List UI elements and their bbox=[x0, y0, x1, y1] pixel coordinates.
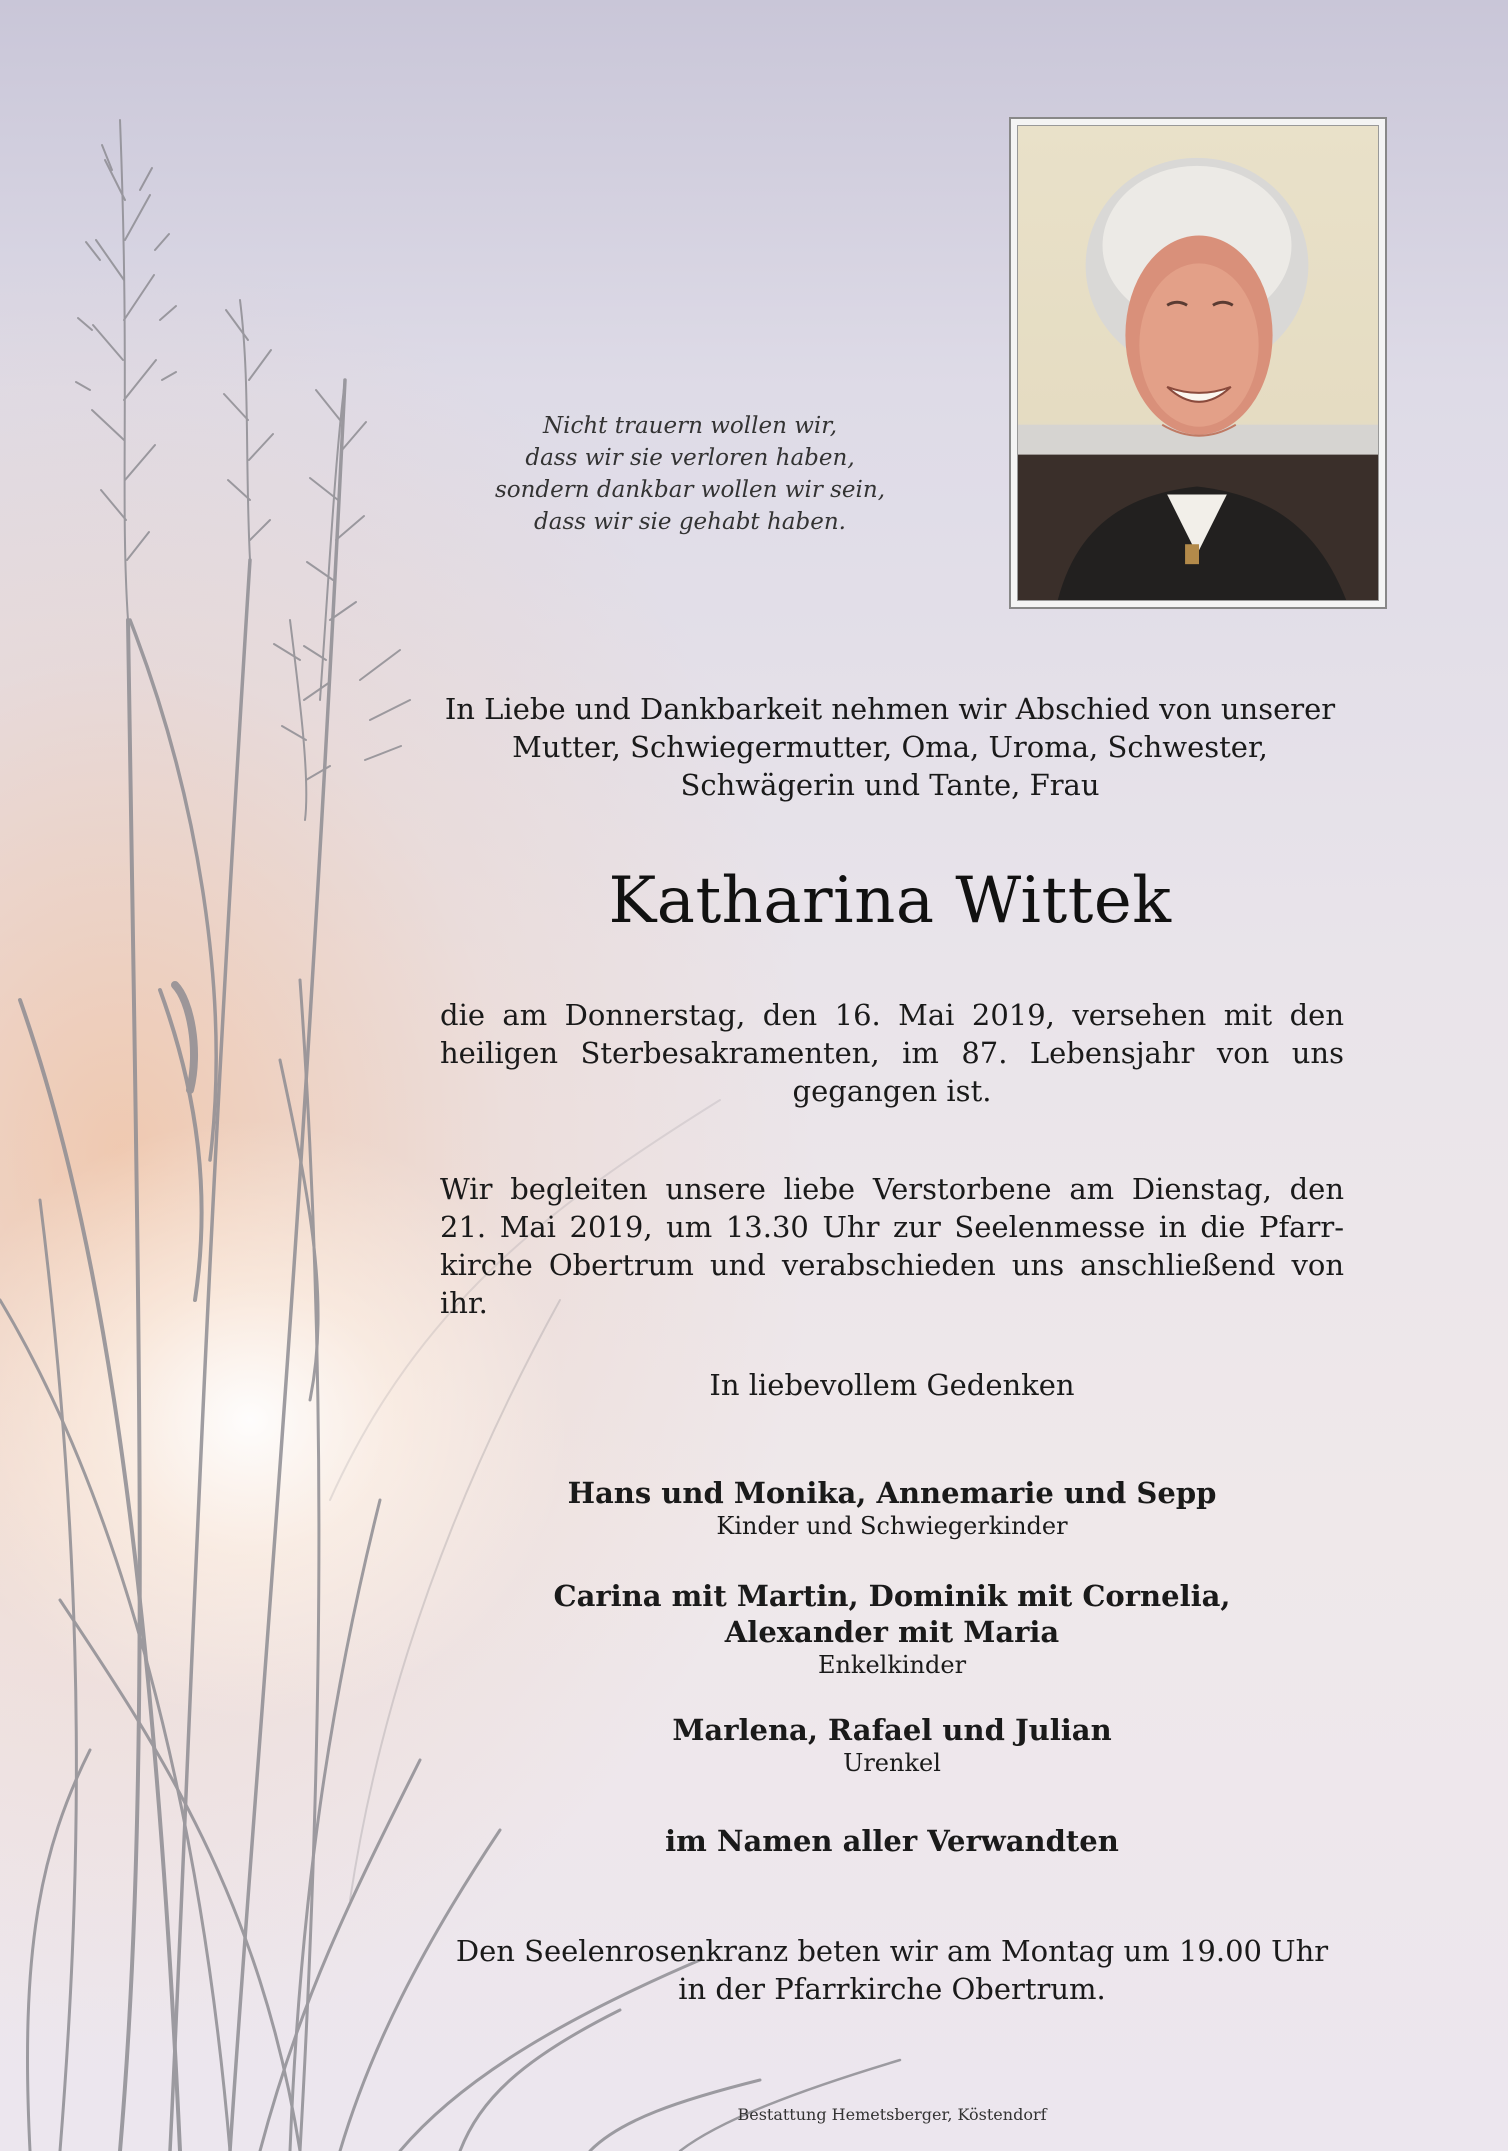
rosary-notice bbox=[440, 1932, 1344, 2008]
family-names: Alexander mit Maria bbox=[724, 1615, 1060, 1649]
intro-line: Schwägerin und Tante, Frau bbox=[680, 768, 1100, 802]
portrait-photo bbox=[1017, 125, 1379, 601]
relatives-line: im Namen aller Verwandten bbox=[665, 1824, 1119, 1858]
intro-text bbox=[430, 690, 1350, 804]
family-names: Carina mit Martin, Dominik mit Cornelia, bbox=[553, 1579, 1231, 1613]
memorial-quote bbox=[440, 410, 940, 538]
family-group-great-grandchildren bbox=[440, 1712, 1344, 1778]
family-group-grandchildren bbox=[440, 1578, 1344, 1680]
quote-line: dass wir sie verloren haben, bbox=[525, 445, 855, 471]
portrait-frame bbox=[1009, 117, 1387, 609]
funeral-line: 21. Mai 2019, um 13.30 Uhr zur Seelenmesse in die Pfarr- bbox=[440, 1210, 1344, 1244]
quote-line: Nicht trauern wollen wir, bbox=[542, 413, 838, 439]
rosary-line: in der Pfarrkirche Obertrum. bbox=[678, 1972, 1106, 2006]
family-names: Hans und Monika, Annemarie und Sepp bbox=[567, 1476, 1217, 1510]
family-names: Marlena, Rafael und Julian bbox=[672, 1713, 1112, 1747]
death-notice: die am Donnerstag, den 16. Mai 2019, versehen mit den heiligen Sterbesakramenten, im 87. Lebensjahr von uns gegangen ist. bbox=[440, 998, 1344, 1108]
quote-line: sondern dankbar wollen wir sein, bbox=[494, 477, 886, 503]
undertaker-credit: Bestattung Hemetsberger, Köstendorf bbox=[737, 2105, 1047, 2124]
family-role: Enkelkinder bbox=[817, 1651, 967, 1679]
memory-line: In liebevollem Gedenken bbox=[709, 1368, 1075, 1402]
rosary-line: Den Seelenrosenkranz beten wir am Montag um 19.00 Uhr bbox=[455, 1934, 1329, 1968]
family-role: Kinder und Schwiegerkinder bbox=[716, 1512, 1068, 1540]
deceased-name: Katharina Wittek bbox=[608, 864, 1172, 938]
quote-line: dass wir sie gehabt haben. bbox=[534, 509, 846, 535]
funeral-notice bbox=[440, 1170, 1344, 1322]
family-role: Urenkel bbox=[843, 1749, 941, 1777]
funeral-line: Wir begleiten unsere liebe Verstorbene am Dienstag, den bbox=[440, 1172, 1344, 1206]
intro-line: In Liebe und Dankbarkeit nehmen wir Abschied von unserer bbox=[444, 692, 1336, 726]
funeral-line: kirche Obertrum und verabschieden uns anschließend von ihr. bbox=[440, 1248, 1344, 1320]
family-group-children bbox=[440, 1475, 1344, 1541]
intro-line: Mutter, Schwiegermutter, Oma, Uroma, Schwester, bbox=[512, 730, 1268, 764]
